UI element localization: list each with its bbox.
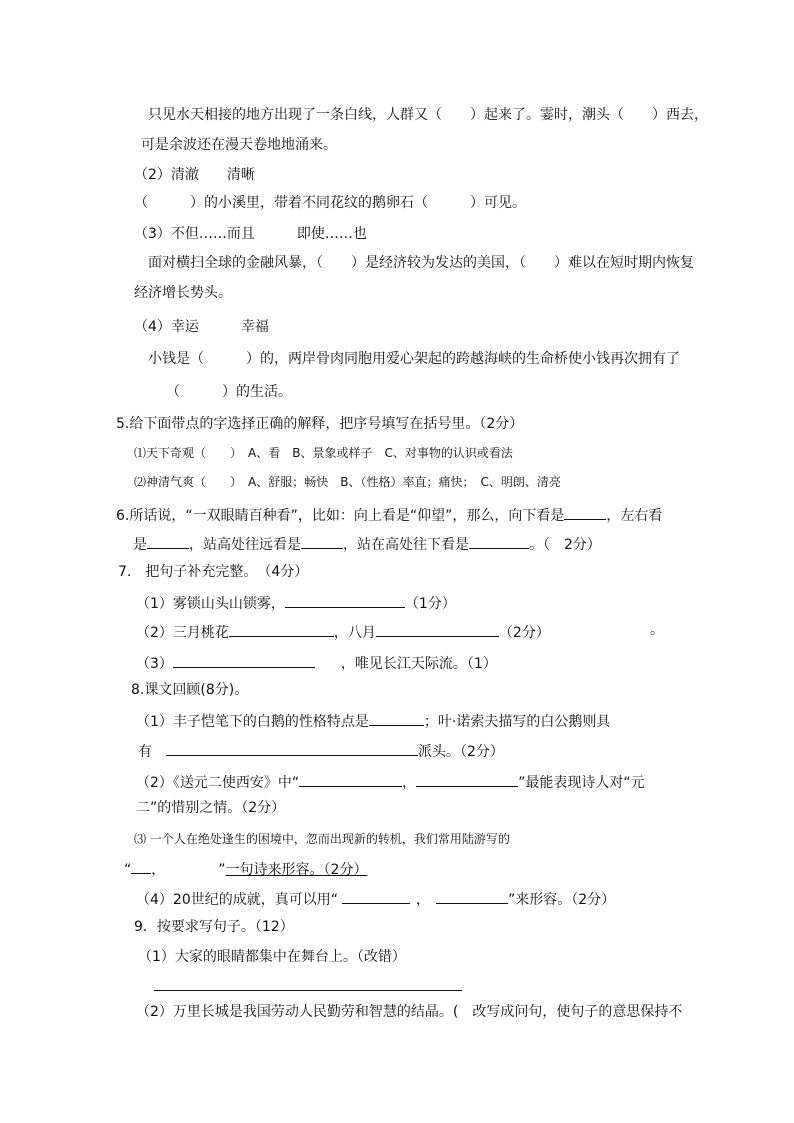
q8-blank-6[interactable]: [342, 887, 410, 904]
q5-item1: ⑴天下奇观（ ） A、看 B、景象或样子 C、对事物的认识或看法: [134, 446, 513, 460]
q4-3-word-options: （3）不但……而且 即使……也: [134, 226, 367, 242]
q4-4-sentence-line2: （ ）的生活。: [166, 384, 292, 400]
q4-4-word-options: （4）幸运 幸福: [134, 319, 269, 335]
q9-answer-line[interactable]: [154, 990, 462, 991]
q8-heading: 8.课文回顾(8分)。: [131, 682, 249, 698]
q8-blank-7[interactable]: [436, 887, 508, 904]
q4-1-sentence-line2: 可是余波还在漫天卷地地涌来。: [141, 137, 337, 153]
q4-3-sentence-line2: 经济增长势头。: [134, 285, 232, 301]
q6-text-a: 6.所话说，“一双眼睛百种看”，比如：向上看是“仰望”，那么，向下看是: [116, 508, 565, 524]
q8-item2-line1: （2）《送元二使西安》中“ ， ”最能表现诗人对“元: [136, 770, 645, 793]
q6-line1: [116, 503, 662, 526]
q4-3-sentence-line1: 面对横扫全球的金融风暴，（ ）是经济较为发达的美国，（ ）难以在短时期内恢复: [148, 255, 694, 271]
q7-blank-3[interactable]: [376, 620, 499, 637]
q8-item3-line1: ⑶ 一个人在绝处逢生的困境中，忽而出现新的转机，我们常用陆游写的: [134, 832, 510, 846]
q7-item3: （3） ，唯见长江天际流。（1）: [136, 651, 497, 674]
q7-item2-end-mark: 。: [650, 622, 664, 638]
q4-1-sentence-line1: 只见水天相接的地方出现了一条白线，人群又（ ）起来了。霎时，潮头（ ）西去，: [148, 107, 708, 123]
q5-heading: 5.给下面带点的字选择正确的解释，把序号填写在括号里。（2分）: [116, 416, 524, 432]
q7-blank-1[interactable]: [285, 591, 405, 608]
q6-blank-1[interactable]: [564, 503, 606, 520]
q7-heading: 7. 把句子补充完整。 （4分）: [118, 564, 309, 580]
q9-item2: （2）万里长城是我国劳动人民勤劳和智慧的结晶。( 改写成问句，使句子的意思保持不: [136, 1004, 683, 1020]
q8-item1-line1: （1）丰子恺笔下的白鹅的性格特点是 ；叶·诺索夫描写的白公鹅则具: [136, 709, 610, 732]
q4-4-sentence-line1: 小钱是（ ）的，两岸骨肉同胞用爱心架起的跨越海峡的生命桥使小钱再次拥有了: [148, 351, 680, 367]
q7-item1: （1）雾锁山头山锁雾， （1分）: [136, 591, 456, 614]
q6-blank-4[interactable]: [469, 532, 529, 549]
q9-item1: （1）大家的眼睛都集中在舞台上。（改错）: [138, 949, 406, 965]
q6-line2: 是 ，站高处往远看是 ，站在高处往下看是 。（ 2分）: [133, 532, 601, 555]
q8-blank-1[interactable]: [369, 709, 424, 726]
q8-blank-3[interactable]: [299, 770, 402, 787]
q6-blank-3[interactable]: [301, 532, 343, 549]
q5-item2: ⑵神清气爽（ ） A、舒服；畅快 B、（性格）率直；痛快； C、明朗、清亮: [134, 475, 561, 489]
q8-blank-4[interactable]: [416, 770, 518, 787]
q8-item1-line2: 有 派头。（2分）: [138, 739, 504, 762]
q7-blank-4[interactable]: [173, 651, 315, 668]
q9-heading: 9．按要求写句子。（12）: [134, 919, 294, 935]
q6-text-b: ，左右看: [606, 508, 663, 524]
q8-item3-line2: “ ， ”一句诗来形容。（2分）: [124, 857, 367, 880]
q8-item2-line2: 二”的惜别之情。（2分）: [136, 800, 286, 816]
q4-2-word-options: （2）清澈 清晰: [134, 167, 255, 183]
q4-2-sentence: （ ）的小溪里，带着不同花纹的鹅卵石（ ）可见。: [134, 195, 526, 211]
q6-blank-2[interactable]: [147, 532, 189, 549]
q7-item2: （2）三月桃花 ，八月 （2分）: [136, 620, 550, 643]
q8-blank-5[interactable]: [131, 857, 151, 874]
q8-item4: （4）20世纪的成就，真可以用“ ， ”来形容。（2分）: [136, 887, 615, 910]
q7-blank-2[interactable]: [229, 620, 334, 637]
q8-blank-2[interactable]: [166, 739, 418, 756]
